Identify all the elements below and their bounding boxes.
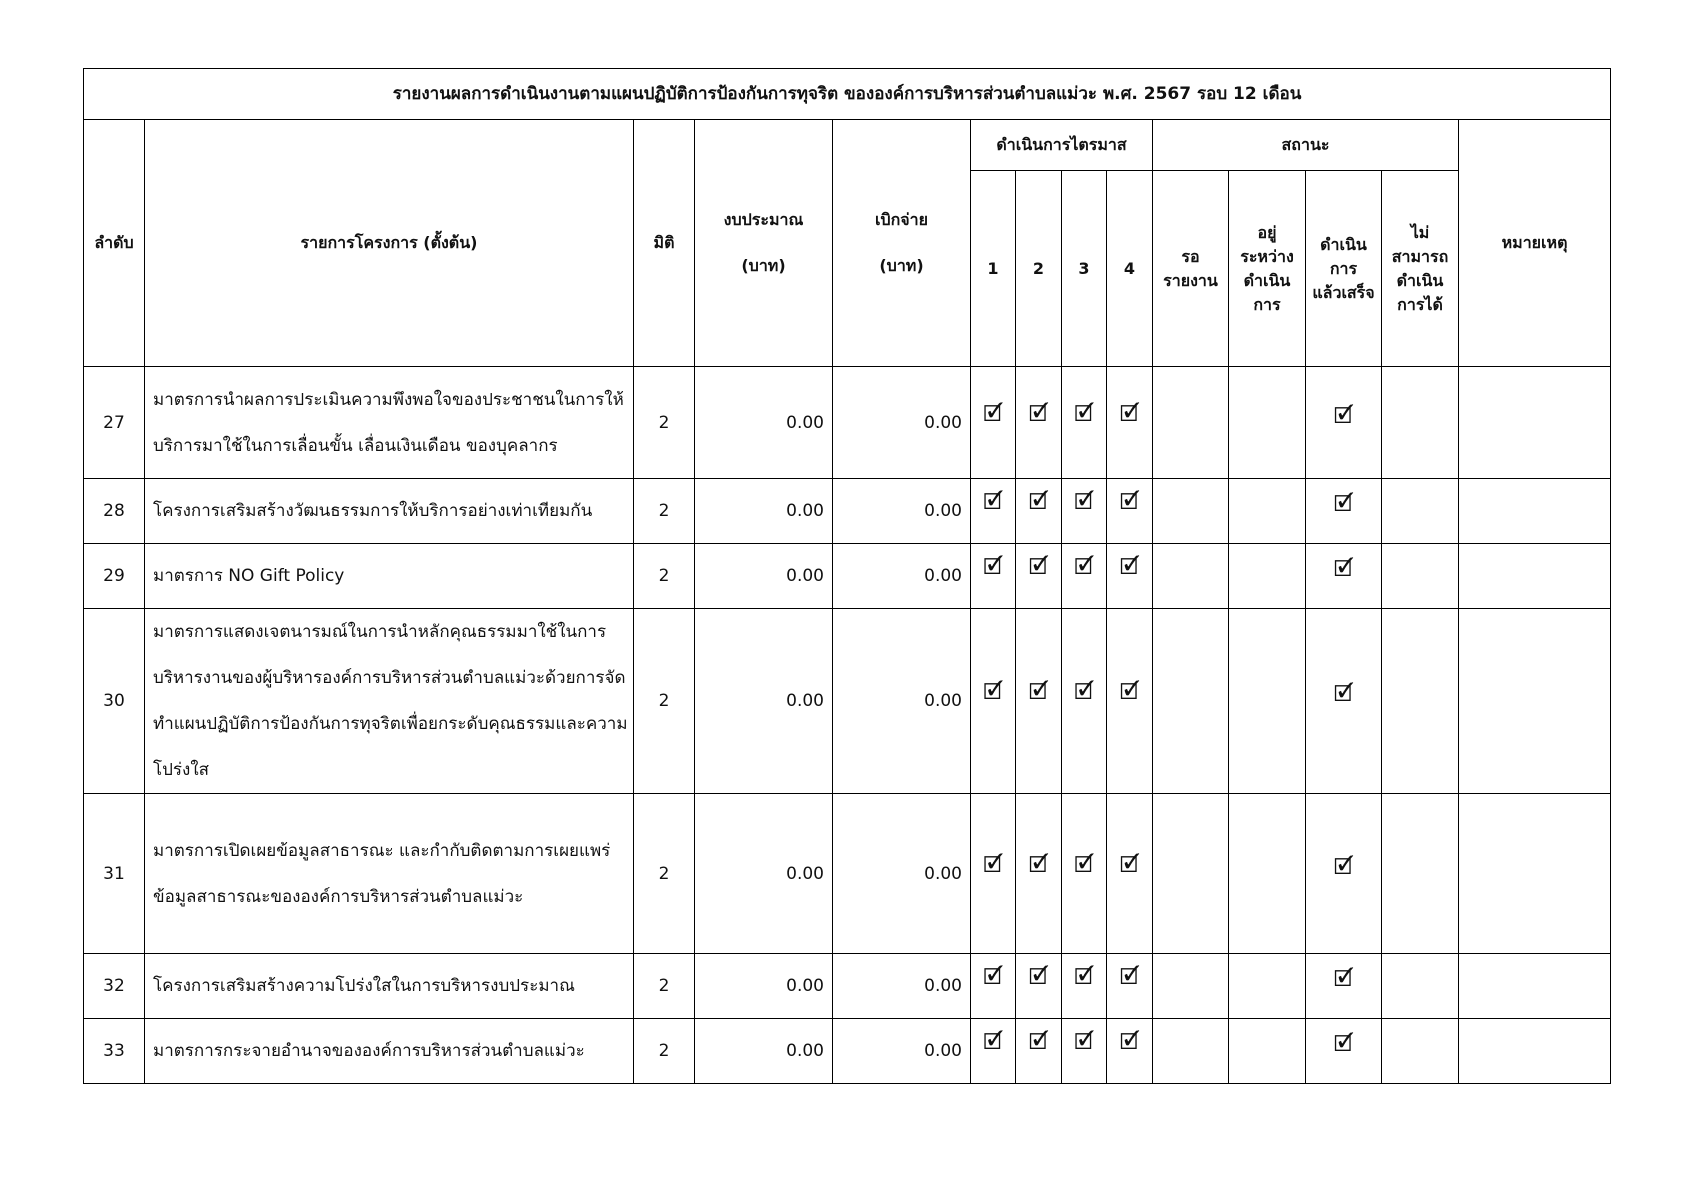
header-disbursed: เบิกจ่าย (บาท) [833, 120, 971, 367]
project-name: มาตรการ NO Gift Policy [145, 544, 634, 609]
quarter-2-cell [1016, 954, 1062, 1019]
project-name: มาตรการกระจายอำนาจขององค์การบริหารส่วนตำบลแม่วะ [145, 1019, 634, 1084]
disbursed-value: 0.00 [833, 794, 971, 954]
quarter-1-cell [971, 794, 1016, 954]
remarks-cell [1459, 1019, 1611, 1084]
disbursed-value: 0.00 [833, 544, 971, 609]
status-unable-cell [1382, 544, 1459, 609]
remarks-cell [1459, 954, 1611, 1019]
checked-box-icon: 🗹 [1074, 401, 1094, 427]
remarks-cell [1459, 479, 1611, 544]
header-quarter-4: 4 [1107, 171, 1153, 367]
checked-box-icon: 🗹 [1028, 965, 1049, 990]
status-waiting-cell [1153, 954, 1229, 1019]
checked-box-icon: 🗹 [1028, 555, 1049, 580]
checked-box-icon: 🗹 [1028, 401, 1049, 427]
report-title: รายงานผลการดำเนินงานตามแผนปฏิบัติการป้องกันการทุจริต ขององค์การบริหารส่วนตำบลแม่วะ พ.ศ. 2567 รอบ 12 เดือน [84, 69, 1611, 120]
budget-value: 0.00 [695, 954, 833, 1019]
checked-box-icon: 🗹 [1119, 490, 1140, 515]
quarter-2-cell [1016, 367, 1062, 479]
checked-box-icon: 🗹 [1074, 1030, 1094, 1055]
quarter-4-cell [1107, 794, 1153, 954]
disbursed-value: 0.00 [833, 1019, 971, 1084]
checked-box-icon: 🗹 [1119, 555, 1140, 580]
dimension-value: 2 [634, 609, 695, 794]
checked-box-icon: 🗹 [983, 490, 1003, 515]
header-status-group: สถานะ [1153, 120, 1459, 171]
project-name: มาตรการนำผลการประเมินความพึงพอใจของประชาชนในการให้บริการมาใช้ในการเลื่อนขั้น เลื่อนเงินเดือน ของบุคลากร [145, 367, 634, 479]
status-unable-cell [1382, 1019, 1459, 1084]
budget-value: 0.00 [695, 367, 833, 479]
row-number: 29 [84, 544, 145, 609]
quarter-3-cell [1062, 609, 1107, 794]
project-name: มาตรการเปิดเผยข้อมูลสาธารณะ และกำกับติดตามการเผยแพร่ข้อมูลสาธารณะขององค์การบริหารส่วนตำบลแม่วะ [145, 794, 634, 954]
dimension-value: 2 [634, 479, 695, 544]
header-quarter-2: 2 [1016, 171, 1062, 367]
quarter-1-cell [971, 954, 1016, 1019]
status-done-cell [1306, 544, 1382, 609]
header-remarks: หมายเหตุ [1459, 120, 1611, 367]
budget-value: 0.00 [695, 544, 833, 609]
checked-box-icon: 🗹 [1119, 965, 1140, 990]
row-number: 28 [84, 479, 145, 544]
header-quarter-3: 3 [1062, 171, 1107, 367]
header-budget: งบประมาณ (บาท) [695, 120, 833, 367]
checked-box-icon: 🗹 [1119, 680, 1140, 705]
quarter-2-cell [1016, 1019, 1062, 1084]
quarter-4-cell [1107, 1019, 1153, 1084]
row-number: 27 [84, 367, 145, 479]
quarter-4-cell [1107, 609, 1153, 794]
table-row [84, 1019, 1611, 1084]
remarks-cell [1459, 544, 1611, 609]
checked-box-icon: 🗹 [1028, 852, 1049, 878]
budget-value: 0.00 [695, 1019, 833, 1084]
checked-box-icon: 🗹 [1074, 490, 1094, 515]
status-unable-cell [1382, 479, 1459, 544]
status-done-cell [1306, 479, 1382, 544]
header-dimension: มิติ [634, 120, 695, 367]
checked-box-icon: 🗹 [1028, 680, 1049, 705]
checked-box-icon: 🗹 [1333, 682, 1354, 707]
quarter-3-cell [1062, 544, 1107, 609]
quarter-3-cell [1062, 954, 1107, 1019]
quarter-4-cell [1107, 544, 1153, 609]
dimension-value: 2 [634, 367, 695, 479]
status-done-cell [1306, 954, 1382, 1019]
status-done-cell [1306, 1019, 1382, 1084]
status-unable-cell [1382, 794, 1459, 954]
status-done-cell [1306, 367, 1382, 479]
header-quarter-1: 1 [971, 171, 1016, 367]
checked-box-icon: 🗹 [983, 401, 1003, 427]
checked-box-icon: 🗹 [1074, 555, 1094, 580]
quarter-4-cell [1107, 954, 1153, 1019]
table-row [84, 609, 1611, 794]
quarter-1-cell [971, 1019, 1016, 1084]
quarter-3-cell [1062, 367, 1107, 479]
status-in-progress-cell [1229, 544, 1306, 609]
checked-box-icon: 🗹 [1333, 492, 1354, 517]
status-waiting-cell [1153, 367, 1229, 479]
status-waiting-cell [1153, 794, 1229, 954]
quarter-1-cell [971, 479, 1016, 544]
row-number: 30 [84, 609, 145, 794]
checked-box-icon: 🗹 [1333, 557, 1354, 582]
project-report-table [83, 68, 1611, 1084]
checked-box-icon: 🗹 [1119, 401, 1140, 427]
remarks-cell [1459, 794, 1611, 954]
quarter-4-cell [1107, 367, 1153, 479]
checked-box-icon: 🗹 [983, 852, 1003, 878]
remarks-cell [1459, 367, 1611, 479]
quarter-3-cell [1062, 479, 1107, 544]
checked-box-icon: 🗹 [983, 1030, 1003, 1055]
status-in-progress-cell [1229, 479, 1306, 544]
header-status-waiting: รอ รายงาน [1153, 171, 1229, 367]
status-in-progress-cell [1229, 1019, 1306, 1084]
quarter-2-cell [1016, 479, 1062, 544]
status-waiting-cell [1153, 1019, 1229, 1084]
status-done-cell [1306, 609, 1382, 794]
checked-box-icon: 🗹 [1119, 1030, 1140, 1055]
quarter-1-cell [971, 609, 1016, 794]
header-status-done: ดำเนิน การ แล้วเสร็จ [1306, 171, 1382, 367]
status-waiting-cell [1153, 544, 1229, 609]
budget-value: 0.00 [695, 609, 833, 794]
dimension-value: 2 [634, 544, 695, 609]
status-in-progress-cell [1229, 794, 1306, 954]
disbursed-value: 0.00 [833, 367, 971, 479]
quarter-3-cell [1062, 1019, 1107, 1084]
status-in-progress-cell [1229, 609, 1306, 794]
header-status-unable: ไม่ สามารถ ดำเนิน การได้ [1382, 171, 1459, 367]
row-number: 31 [84, 794, 145, 954]
table-row [84, 954, 1611, 1019]
disbursed-value: 0.00 [833, 954, 971, 1019]
status-done-cell [1306, 794, 1382, 954]
checked-box-icon: 🗹 [1074, 852, 1094, 878]
checked-box-icon: 🗹 [1074, 680, 1094, 705]
project-name: โครงการเสริมสร้างความโปร่งใสในการบริหารงบประมาณ [145, 954, 634, 1019]
project-name: มาตรการแสดงเจตนารมณ์ในการนำหลักคุณธรรมมาใช้ในการบริหารงานของผู้บริหารองค์การบริหารส่วนตำบลแม่วะด้วยการจัดทำแผนปฏิบัติการป้องกันการทุจริตเพื่อยกระดับคุณธรรมและความโปร่งใส [145, 609, 634, 794]
header-order: ลำดับ [84, 120, 145, 367]
row-number: 33 [84, 1019, 145, 1084]
checked-box-icon: 🗹 [1333, 967, 1354, 992]
header-status-in-progress: อยู่ ระหว่าง ดำเนิน การ [1229, 171, 1306, 367]
checked-box-icon: 🗹 [1028, 490, 1049, 515]
quarter-2-cell [1016, 794, 1062, 954]
dimension-value: 2 [634, 794, 695, 954]
header-quarter-group: ดำเนินการไตรมาส [971, 120, 1153, 171]
dimension-value: 2 [634, 954, 695, 1019]
disbursed-value: 0.00 [833, 609, 971, 794]
project-name: โครงการเสริมสร้างวัฒนธรรมการให้บริการอย่างเท่าเทียมกัน [145, 479, 634, 544]
checked-box-icon: 🗹 [1119, 852, 1140, 878]
checked-box-icon: 🗹 [983, 965, 1003, 990]
header-project: รายการโครงการ (ตั้งต้น) [145, 120, 634, 367]
status-unable-cell [1382, 367, 1459, 479]
quarter-1-cell [971, 544, 1016, 609]
checked-box-icon: 🗹 [1074, 965, 1094, 990]
quarter-2-cell [1016, 544, 1062, 609]
status-unable-cell [1382, 609, 1459, 794]
status-unable-cell [1382, 954, 1459, 1019]
status-in-progress-cell [1229, 954, 1306, 1019]
checked-box-icon: 🗹 [983, 680, 1003, 705]
quarter-3-cell [1062, 794, 1107, 954]
checked-box-icon: 🗹 [983, 555, 1003, 580]
status-waiting-cell [1153, 609, 1229, 794]
quarter-1-cell [971, 367, 1016, 479]
status-in-progress-cell [1229, 367, 1306, 479]
checked-box-icon: 🗹 [1333, 403, 1354, 429]
table-row [84, 544, 1611, 609]
checked-box-icon: 🗹 [1333, 854, 1354, 880]
table-row [84, 367, 1611, 479]
dimension-value: 2 [634, 1019, 695, 1084]
checked-box-icon: 🗹 [1333, 1032, 1354, 1057]
table-row [84, 479, 1611, 544]
disbursed-value: 0.00 [833, 479, 971, 544]
quarter-2-cell [1016, 609, 1062, 794]
remarks-cell [1459, 609, 1611, 794]
table-row [84, 794, 1611, 954]
checked-box-icon: 🗹 [1028, 1030, 1049, 1055]
row-number: 32 [84, 954, 145, 1019]
status-waiting-cell [1153, 479, 1229, 544]
budget-value: 0.00 [695, 479, 833, 544]
quarter-4-cell [1107, 479, 1153, 544]
budget-value: 0.00 [695, 794, 833, 954]
